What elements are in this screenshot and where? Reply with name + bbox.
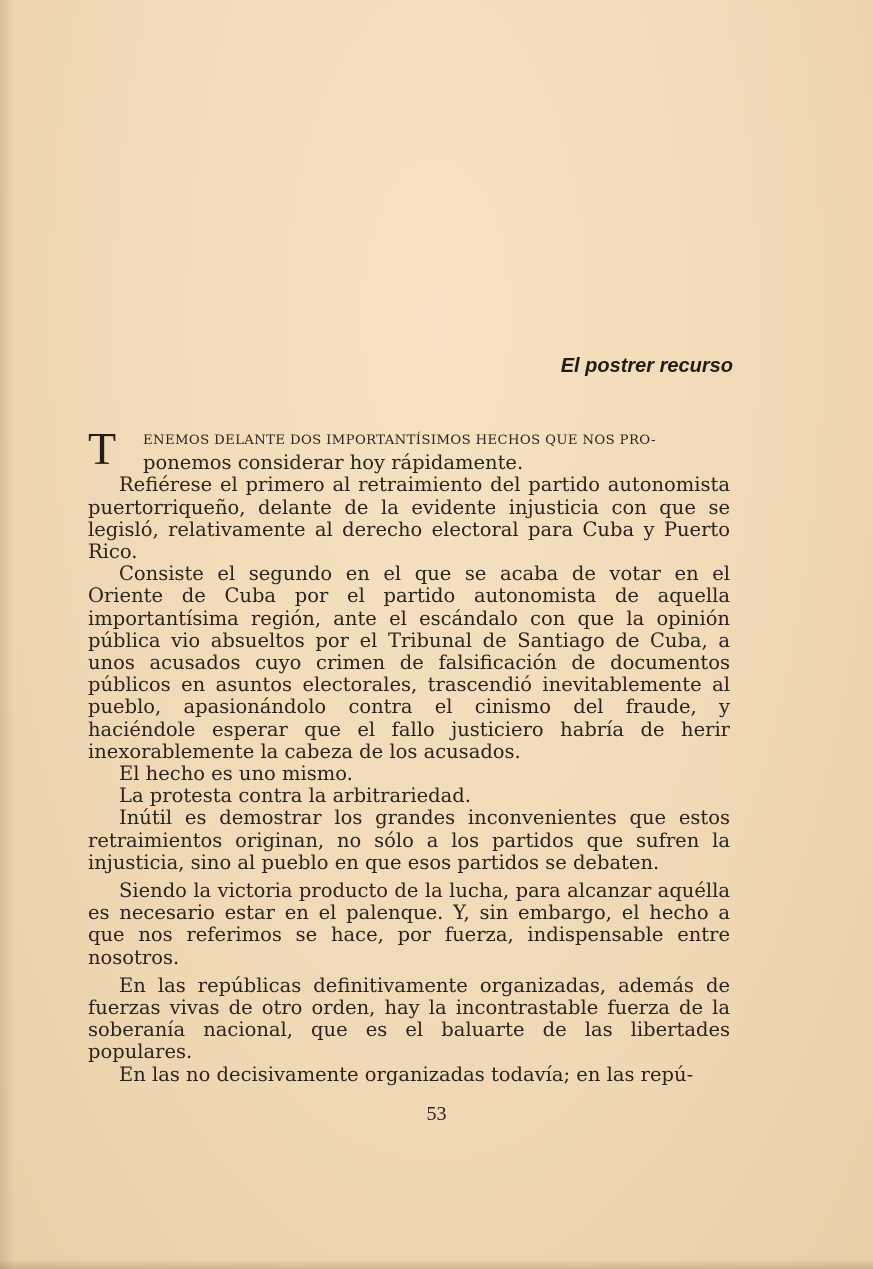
- drop-cap: T: [88, 423, 117, 474]
- paragraph: Consiste el segundo en el que se acaba de votar en el Oriente de Cuba por el partido autonomista de aquella importantísima región, ante el escándalo con que la opinión pública vio absueltos por el Tribunal de Santiago de Cuba, a unos acusados cuyo crimen de falsificación de documentos públicos en asuntos electorales, trascendió inevitablemente al pueblo, apasionándolo contra el cinismo del fraude, y haciéndole esperar que el fallo justiciero habría de herir inexorablemente la cabeza de los acusados.: [88, 562, 730, 763]
- page-bottom-edge: [0, 1259, 873, 1269]
- paragraph: Refiérese el primero al retraimiento del partido autonomista puertorriqueño, delante de la evidente injusticia con que se legisló, relativamente al derecho electoral para Cuba y Puerto Rico.: [88, 473, 730, 564]
- paragraph: El hecho es uno mismo.: [119, 762, 353, 786]
- paragraph: Siendo la victoria producto de la lucha, para alcanzar aquélla es necesario estar en el palenque. Y, sin embargo, el hecho a que nos referimos se hace, por fuerza, indispensable entre nosotros.: [88, 879, 730, 969]
- paragraph: La protesta contra la arbitrariedad.: [119, 784, 471, 808]
- paragraph: Inútil es demostrar los grandes inconvenientes que estos retraimientos originan, no sólo a los partidos que sufren la injusticia, sino al pueblo en que esos partidos se debaten.: [88, 806, 730, 874]
- chapter-title: El postrer recurso: [560, 355, 733, 377]
- opening-smallcaps: ENEMOS DELANTE DOS IMPORTANTÍSIMOS HECHOS QUE NOS PRO-: [143, 433, 656, 448]
- paragraph: En las repúblicas definitivamente organizadas, además de fuerzas vivas de otro orden, hay la incontrastable fuerza de la soberanía nacional, que es el baluarte de las libertades populares.: [88, 973, 730, 1064]
- page-number: 53: [426, 1103, 447, 1125]
- page-left-edge: [0, 0, 14, 1269]
- paragraph: En las no decisivamente organizadas todavía; en las repú-: [119, 1062, 694, 1086]
- body-text: [88, 423, 730, 1086]
- opening-paragraph: [88, 423, 730, 475]
- opening-rest: ponemos considerar hoy rápidamente.: [143, 451, 524, 475]
